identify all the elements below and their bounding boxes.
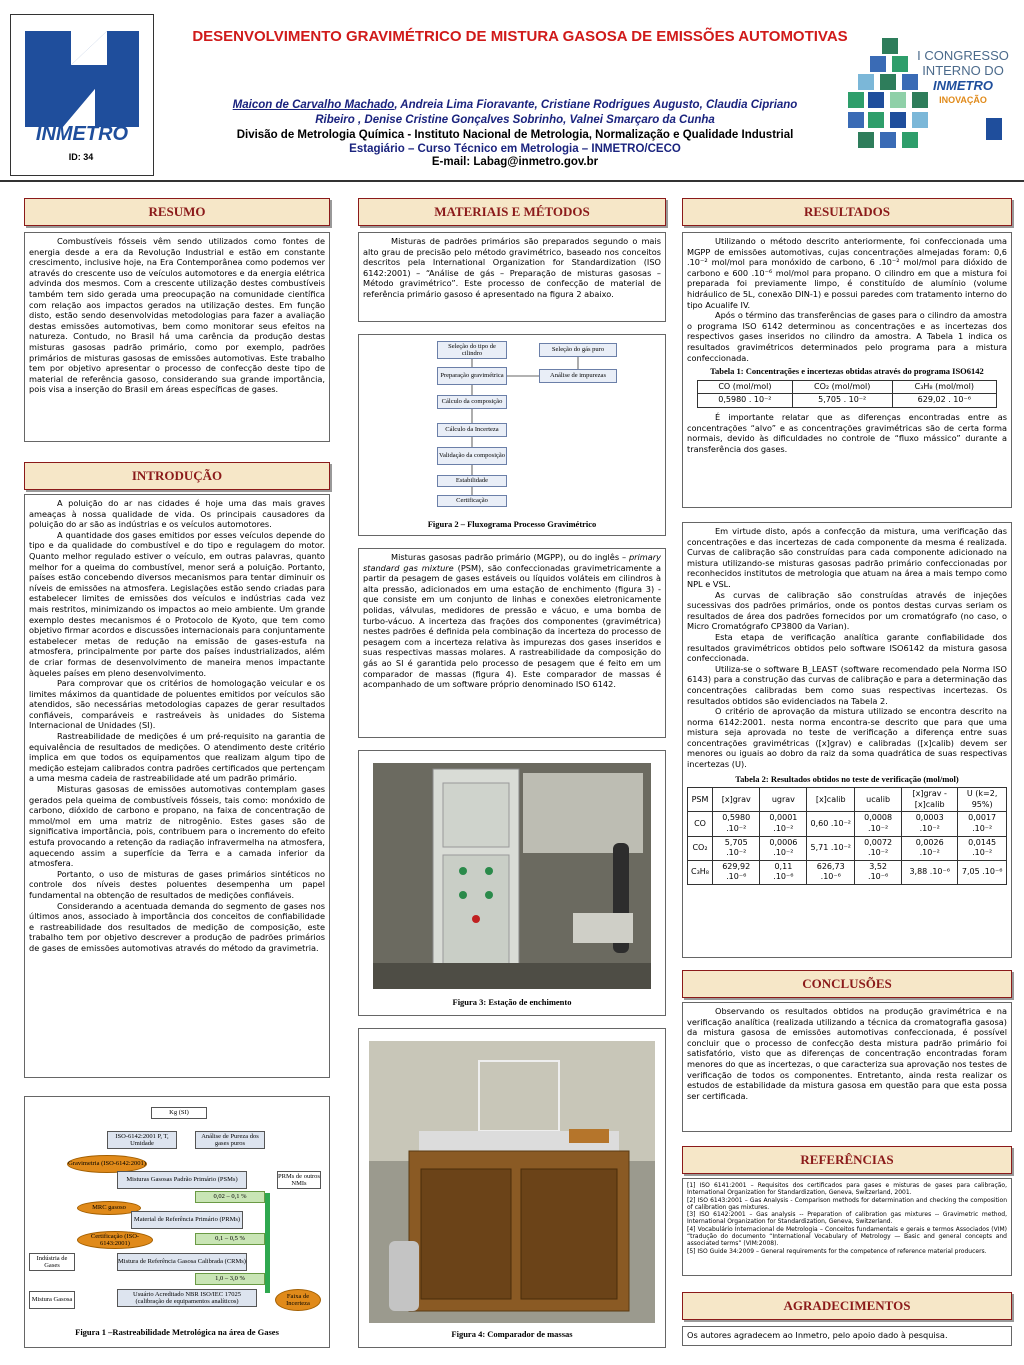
agradecimentos-heading: AGRADECIMENTOS [682, 1292, 1012, 1320]
table2-header: ugrav [760, 788, 807, 812]
affiliation: Divisão de Metrologia Química - Instituto Nacional de Metrologia, Normalização e Qualidade Industrial [236, 129, 794, 141]
t1-v3: 629,02 . 10⁻⁶ [892, 394, 996, 408]
fig1-faixa: Faixa de Incerteza [275, 1289, 321, 1311]
table2-cell: 0,5980 .10⁻² [713, 812, 760, 836]
materiais-heading: MATERIAIS E MÉTODOS [358, 198, 666, 226]
table2-cell: 0,0145 .10⁻² [958, 836, 1007, 860]
table-row [688, 812, 1007, 836]
table2-cell: CO [688, 812, 713, 836]
fig1-prm: PRMs de outros NMIs [278, 1172, 320, 1187]
table2-cell: 0,0003 .10⁻² [902, 812, 958, 836]
table2-cell: 3,52 .10⁻⁶ [855, 860, 902, 884]
table2-cell: CO₂ [688, 836, 713, 860]
reference-item: [2] ISO 6143:2001 – Gas Analysis - Comparison methods for determination and checking the composition of calibration gas mixtures. [687, 1196, 1007, 1211]
flow-s6: Cálculo da Incerteza [437, 423, 507, 437]
table1-caption: Tabela 1: Concentrações e incertezas obtidas através do programa ISO6142 [710, 366, 984, 377]
table2-header: [x]grav - [x]calib [902, 788, 958, 812]
table2-cell: 3,88 .10⁻⁶ [902, 860, 958, 884]
email: E-mail: Labag@inmetro.gov.br [431, 156, 599, 168]
congress-line3: INMETRO [933, 78, 993, 93]
resultados-p1: Utilizando o método descrito anteriormente, foi confeccionada uma MGPP de emissões automotivas, cujas concentrações almejadas foram: 0,6 .10⁻² mol/mol para monóxido de carbono, 6 .10⁻² mol/mol para dióxido de carbono e 600 .10⁻⁶ mol/mol para propano. O cilindro em que a mistura foi preparada foi previamente limpo, é constituído de alumínio (volume hidráulico de 5L, conexão DIN-1) e possui paredes com tratamento interno do tipo Acualife IV. [687, 236, 1007, 310]
t1-v1: 0,5980 . 10⁻² [698, 394, 793, 408]
fig1-kg: Kg (SI) [151, 1107, 207, 1119]
congress-title [908, 48, 1018, 108]
introducao-paragraph: Rastreabilidade de medições é um pré-requisito na garantia de equivalência de resultados de medições. O atendimento deste critério implica em que todos os equipamentos que realizam algum tipo de medição estejam calibrados contra padrões certificados que pertençam a uma mesma cadeia de rastreabilidade até um padrão primário. [29, 731, 325, 784]
reference-item: [3] ISO 6142:2001 – Gas analysis -- Preparation of calibration gas mixtures -- Gravimetric method, International Organization for Standardization, Geneva, Switzerland. [687, 1211, 1007, 1226]
flow-s5: Cálculo da composição [437, 395, 507, 409]
table2-cell: 0,0072 .10⁻² [855, 836, 902, 860]
resultados-heading: RESULTADOS [682, 198, 1012, 226]
figure-1 [24, 1096, 330, 1348]
materiais-box-2 [358, 548, 666, 738]
resultados-box-1 [682, 232, 1012, 508]
introducao-paragraph: Para comprovar que os critérios de homologação veicular e os limites máximos da quantidade de poluentes emitidos por veículos são atendidos, são necessárias metodologias capazes de gerar resultados confiáveis, comparáveis e rastreáveis às unidades do Sistema Internacional de Unidades (SI). [29, 678, 325, 731]
agradecimentos-text: Os autores agradecem ao Inmetro, pelo apoio dado à pesquisa. [687, 1330, 948, 1340]
resultados-p2: Após o término das transferências de gases para o cilindro da amostra o programa ISO 6142 determinou as concentrações e as incertezas dos respectivos gases inseridos no cilindro da amostra. A Tabela 1 indica os resultados gravimétricos determinados pelo programa para a mistura confeccionada. [687, 310, 1007, 363]
introducao-box [24, 494, 330, 1078]
resultados-box-2 [682, 522, 1012, 958]
table2-cell: 0,0001 .10⁻² [760, 812, 807, 836]
flow-s4: Análise de impurezas [539, 369, 617, 383]
table2-header: ucalib [855, 788, 902, 812]
mass-comparator-photo [369, 1041, 655, 1323]
resumo-box [24, 232, 330, 442]
resumo-heading: RESUMO [24, 198, 330, 226]
table2-cell: 626,73 .10⁻⁶ [807, 860, 855, 884]
materiais-text-1: Misturas de padrões primários são preparados segundo o mais alto grau de precisão pelo método gravimétrico, baseado nos conceitos descritos pela International Organization for Standardization (ISO 6142:2001) – “Análise de gás – Preparação de misturas gasosas – Método gravimétrico”. Este processo de confecção de material de referência primário gasoso é apresentado na figura 2 abaixo. [363, 236, 661, 299]
introducao-paragraph: A quantidade dos gases emitidos por esses veículos depende do tipo e da qualidade do combustível e do tipo e regulagem do motor. Quanto melhor regulado estiver o veículo, em outras palavras, quanto melhor for a queima do combustível, menor será a poluição. Portanto, países estão concebendo diversos mecanismos para tentar diminuir os níveis de emissões na atmosfera. Legislações estão sendo criadas para estabelecer limites de emissões dos veículos e indústrias cada vez mais restritos, minimizando os impactos ao meio ambiente. Um grande exemplo destes mecanismos é o Protocolo de Kyoto, que tem como objetivo firmar acordos e discussões internacionais para conjuntamente estabelecer metas de redução na emissão de gases-estufa na atmosfera, principalmente por parte dos países industrializados, além de criar formas de desenvolvimento de maneira menos impactante àqueles países em pleno desenvolvimento. [29, 529, 325, 678]
materiais-text-2 [363, 552, 661, 690]
table2-header: [x]grav [713, 788, 760, 812]
congress-line1: I CONGRESSO [917, 48, 1009, 63]
table2-cell: C₃H₈ [688, 860, 713, 884]
table2-cell: 7,05 .10⁻⁶ [958, 860, 1007, 884]
introducao-paragraph: Portanto, o uso de misturas de gases primários sintéticos no controle dos níveis destes poluentes desempenha um papel fundamental na obtenção de resultados de medições confiáveis. [29, 868, 325, 900]
fig4-caption: Figura 4: Comparador de massas [451, 1329, 573, 1339]
table-2 [687, 787, 1007, 885]
table2-cell: 0,11 .10⁻⁶ [760, 860, 807, 884]
figure-4 [358, 1028, 666, 1348]
fig2-caption: Figura 2 – Fluxograma Processo Gravimétrico [427, 519, 597, 529]
fig1-u3: 1,0 – 3,0 % [195, 1273, 265, 1285]
fig1-u2: 0,1 – 0,5 % [195, 1233, 265, 1245]
referencias-heading: REFERÊNCIAS [682, 1146, 1012, 1174]
introducao-paragraph: A poluição do ar nas cidades é hoje uma das mais graves ameaças à nossa qualidade de vida. Os principais causadores da poluição do ar são as indústrias e os veículos automotores. [29, 498, 325, 530]
t1-h2: CO₂ (mol/mol) [792, 380, 892, 394]
small-inmetro-icon [986, 118, 1002, 140]
congress-logo [846, 14, 1016, 174]
resultados-p5: As curvas de calibração são construídas através de injeções sucessivas dos padrões primários, onde os pontos destas curvas seriam os resultados de área dos padrões fornecidos por um cromatógrafo (no caso, o Micro Cromatógrafo CP3800 da Varian). [687, 589, 1007, 632]
table2-header: U (k=2, 95%) [958, 788, 1007, 812]
table2-header: [x]calib [807, 788, 855, 812]
table-row [688, 836, 1007, 860]
co-authors-line2: Ribeiro , Denise Cristine Gonçalves Sobrinho, Valnei Smarçaro da Cunha [315, 114, 715, 126]
introducao-text [25, 495, 329, 957]
table-1 [697, 380, 997, 408]
introducao-paragraph: Considerando a acentuada demanda do segmento de gases nos últimos anos, associado à importância dos conceitos de confiabilidade e rastreabilidade dos resultados de medição de composição, este trabalho tem por objetivo descrever a produção de padrões primários de gases de emissões automotivas através do método da gravimetria. [29, 900, 325, 953]
referencias-box [682, 1178, 1012, 1276]
fig1-mg: Mistura Gasosa [29, 1291, 75, 1309]
authors [150, 98, 880, 128]
fig1-caption: Figura 1 –Rastreabilidade Metrológica na área de Gases [75, 1327, 279, 1337]
t1-v2: 5,705 . 10⁻² [792, 394, 892, 408]
flow-arrows [359, 335, 665, 515]
table2-header: PSM [688, 788, 713, 812]
table2-caption: Tabela 2: Resultados obtidos no teste de verificação (mol/mol) [735, 773, 959, 784]
fig1-user: Usuário Acreditado NBR ISO/IEC 17025 (calibração de equipamentos analíticos) [117, 1289, 257, 1307]
table2-cell: 0,60 .10⁻² [807, 812, 855, 836]
table2-cell: 5,71 .10⁻² [807, 836, 855, 860]
fig1-green-arrow [265, 1193, 270, 1293]
agradecimentos-box [682, 1326, 1012, 1346]
resultados-p4: Em virtude disto, após a confecção da mistura, uma verificação das concentrações e das incertezas de cada componente da mesma é realizada. Curvas de calibração são construídas para cada componente adicionado na mistura utilizando-se misturas gasosas padrão primário confeccionadas por reconhecidos institutos de metrologia que atuam na área a mais tempo como NPL e VSL. [687, 526, 1007, 589]
fig1-psm: Misturas Gasosas Padrão Primário (PSMs) [117, 1171, 247, 1189]
conclusoes-box [682, 1002, 1012, 1132]
flow-s2: Seleção do gás puro [539, 343, 617, 357]
co-authors: , Andreia Lima Fioravante, Cristiane Rodrigues Augusto, Claudia Cipriano [394, 99, 798, 111]
fig1-pureza: Análise de Pureza dos gases puros [195, 1131, 265, 1149]
table2-cell: 0,0006 .10⁻² [760, 836, 807, 860]
fig1-u1: 0,02 – 0,1 % [195, 1191, 265, 1203]
table2-cell: 629,92 .10⁻⁶ [713, 860, 760, 884]
figure-3 [358, 750, 666, 1016]
fig1-mrp: Material de Referência Primário (PRMs) [131, 1211, 243, 1229]
resultados-p8: O critério de aprovação da mistura utilizado se encontra descrito na norma 6142:2001. nesta norma encontra-se descrito que para que uma mistura seja aprovada no teste de verificação a diferença entre suas concentrações gravimétricas ([x]grav) e calibradas ([x]calib) devem ser menores ou iguais ao dobro da raiz da soma quadrática de suas respectivas incertezas (U). [687, 706, 1007, 770]
fig1-crm: Mistura de Referência Gasosa Calibrada (CRMs) [117, 1253, 247, 1271]
flow-s1: Seleção do tipo de cilindro [437, 341, 507, 359]
fig1-cert: Certificação (ISO-6143:2001) [77, 1231, 153, 1249]
flow-s7: Validação da composição [437, 447, 507, 465]
fig1-iso: ISO-6142:2001 P, T, Umidade [107, 1131, 177, 1149]
resumo-text-wrap [25, 233, 329, 398]
flow-s8: Estabilidade [437, 475, 507, 487]
reference-item: [1] ISO 6141:2001 – Requisitos dos certificados para gases e misturas de gases para calibração, International Organization for Standardization, Geneva, Switzerland, 2001. [687, 1182, 1007, 1197]
conclusoes-heading: CONCLUSÕES [682, 970, 1012, 998]
table2-cell: 0,0008 .10⁻² [855, 812, 902, 836]
table2-cell: 5,705 .10⁻² [713, 836, 760, 860]
materiais-box-1 [358, 232, 666, 322]
flow-s9: Certificação [437, 495, 507, 507]
resultados-p7: Utiliza-se o software B_LEAST (software recomendado pela Norma ISO 6143) para a construção das curvas de calibração e para a determinação das concentrações calibradas bem como suas respectivas incertezas. Os resultados obtidos são evidenciados na Tabela 2. [687, 663, 1007, 706]
fig1-mrc: MRC gasoso [77, 1201, 141, 1215]
text2-pre: Misturas gasosas padrão primário (MGPP), ou do inglês – [391, 552, 629, 562]
flow-s3: Preparação gravimétrica [437, 367, 507, 385]
congress-line2: INTERNO DO [922, 63, 1004, 78]
filling-station-photo [373, 763, 651, 989]
fig1-grav: Gravimetria (ISO-6142:2001) [67, 1155, 147, 1173]
lead-author: Maicon de Carvalho Machado [232, 99, 395, 111]
t1-h1: CO (mol/mol) [698, 380, 793, 394]
resumo-text: Combustíveis fósseis vêm sendo utilizados como fontes de energia desde a era da Revolução Industrial e estão em constante crescimento, inclusive hoje, na Era Contemporânea como podemos ver através do crescente uso de veículos automotores e da energia elétrica advinda dos mesmos. Com a crescente utilização destes combustíveis também tem sido gerada uma preocupação na comunidade científica com relação aos impactos gerados na utilização destes. Em função disto, estão sendo desenvolvidas metodologias para fazer a avaliação destas emissões automotivas, bem como monitorar seus efeitos na natureza. Contudo, no Brasil há uma carência da produção destas misturas gasosas padrão primário, como por exemplo, padrões primários de misturas gasosas de emissões automotivas. Este trabalho tem por objetivo apresentar o processo de confecção deste tipo de material de referência gasoso, considerando sua grande importância, pois visa a inserção do Brasil em áreas específicas de gases. [29, 236, 325, 395]
poster-id: ID: 34 [68, 152, 94, 162]
resultados-p6: Esta etapa de verificação analítica garante confiabilidade dos resultados gravimétricos obtidos pelo software ISO6142 da mistura gasosa confeccionada. [687, 631, 1007, 664]
figure-2 [358, 334, 666, 536]
header-divider [0, 180, 1024, 182]
reference-item: [4] Vocabulário Internacional de Metrologia – Conceitos fundamentais e gerais e termos Associados (VIM) “tradução do documento “International Vocabulary of Metrology — Basic and general concepts and associated terms” (VIM:2008). [687, 1225, 1007, 1248]
reference-item: [5] ISO Guide 34:2009 – General requirements for the competence of reference material producers. [687, 1247, 987, 1255]
text2-post: (PSM), são confeccionadas gravimetricamente a partir da pesagem de gases estáveis ou líquidos voláteis em cilindros à alta pressão, adicionados em uma estação de enchimento (figura 3) - que consiste em um conjunto de linhas e conexões eletronicamente polidas, válvulas, medidores de pressão e vácuo, e uma bomba de turbo-vácuo. A incerteza das frações dos componentes (gravimétrica) nestes padrões é definida pela combinação da incerteza do processo de pesagem com a incerteza relativa às impurezas dos gases inseridos e suas respectivas massas molares. A rastreabilidade da composição do gás ao SI é garantida pelo processo de pesagem que é feito em um comparador de massas (figura 4). Este comparador de massas é acompanhado de um software próprio denominado ISO 6142. [363, 562, 662, 690]
table2-cell: 0,0026 .10⁻² [902, 836, 958, 860]
text2-italic: primary standard gas mixture [363, 552, 661, 573]
t1-h3: C₃H₈ (mol/mol) [892, 380, 996, 394]
resultados-p3: É importante relatar que as diferenças encontradas entre as concentrações “alvo” e as concentrações gravimétricas são de certa forma normais, devido às dificuldades no controle de “fluxo mássico” durante a transferência dos gases. [687, 411, 1007, 454]
table-row [688, 860, 1007, 884]
congress-line4: INOVAÇÃO [939, 95, 987, 105]
affiliation-block [150, 129, 880, 170]
fig1-ind: Indústria de Gases [29, 1253, 75, 1271]
poster-title: DESENVOLVIMENTO GRAVIMÉTRICO DE MISTURA GASOSA DE EMISSÕES AUTOMOTIVAS [192, 28, 848, 45]
conclusoes-text: Observando os resultados obtidos na produção gravimétrica e na verificação analítica (realizada utilizando a técnica da cromatografia gasosa) da mistura gasosa de emissões automotivas confeccionada, é possível concluir que o processo de confecção desta mistura padrão primário foi satisfatório, visto que as diferenças de concentração encontradas foram menores do que as incertezas, o que caracteriza sua aprovação nos testes de verificação de todos os componentes. Entretanto, ainda resta realizar os estudos de estabilidade da mistura gasosa em questão para que esta possa ser certificada. [687, 1006, 1007, 1101]
referencias-list [683, 1179, 1011, 1258]
logo-text: INMETRO [35, 123, 129, 145]
course: Estagiário – Curso Técnico em Metrologia – INMETRO/CECO [349, 142, 681, 155]
table2-cell: 0,0017 .10⁻² [958, 812, 1007, 836]
fig3-caption: Figura 3: Estação de enchimento [452, 997, 572, 1007]
introducao-heading: INTRODUÇÃO [24, 462, 330, 490]
introducao-paragraph: Misturas gasosas de emissões automotivas contemplam gases gerados pela queima de combustíveis fósseis, tais como: monóxido de carbono, dióxido de carbono e propano, na faixa de concentração de mmol/mol em uma matriz de nitrogênio. Estes gases são de significativa importância, pois, contribuem para o incremento do efeito estufa provocando a retenção da radiação infravermelha na atmosfera, aquecendo assim a superfície da Terra e a camada inferior da atmosfera. [29, 784, 325, 869]
